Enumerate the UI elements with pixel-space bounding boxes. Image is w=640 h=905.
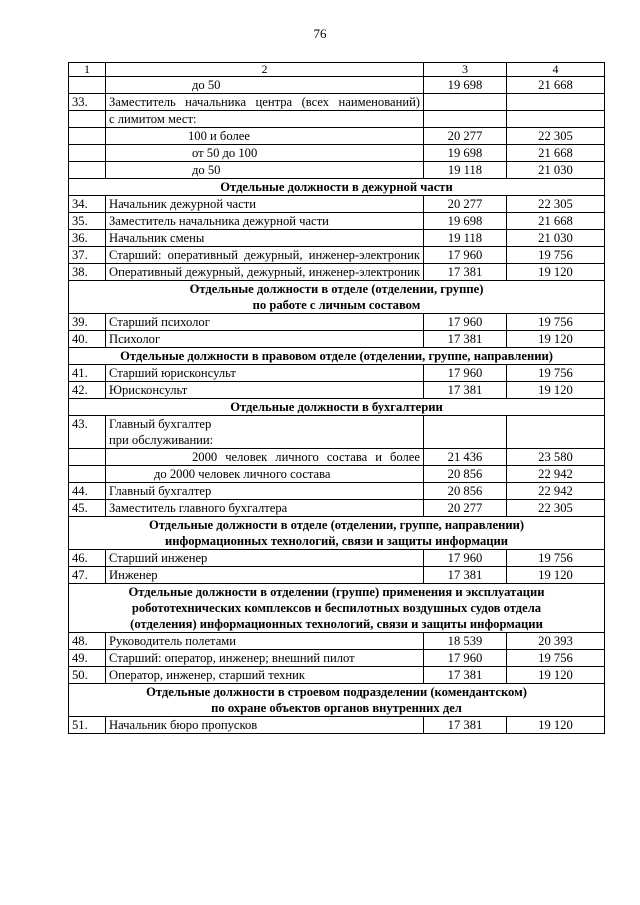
position-name	[106, 449, 424, 466]
section-heading-row	[69, 281, 605, 314]
position-name	[106, 567, 424, 584]
table-row	[69, 365, 605, 382]
table-row	[69, 94, 605, 111]
salary-value-col3: 20 856	[424, 483, 507, 500]
position-text: Старший: оператор, инженер; внешний пилот	[109, 651, 355, 665]
table-row	[69, 449, 605, 466]
salary-value-col4: 22 305	[507, 128, 605, 145]
position-name	[106, 667, 424, 684]
section-heading	[69, 684, 605, 717]
salary-value-col3: 20 277	[424, 128, 507, 145]
position-text: Начальник бюро пропусков	[109, 718, 258, 732]
section-heading-line: Отдельные должности в правовом отделе (отделении, группе, направлении)	[120, 349, 553, 363]
position-text: Старший юрисконсульт	[109, 366, 236, 380]
table-row	[69, 128, 605, 145]
salary-value-col4: 19 756	[507, 314, 605, 331]
salary-value-col3: 17 381	[424, 567, 507, 584]
salary-value-col4: 19 756	[507, 550, 605, 567]
section-heading	[69, 399, 605, 416]
table-row	[69, 196, 605, 213]
position-text: до 2000 человек личного состава	[154, 467, 331, 481]
row-number: 47.	[69, 567, 106, 584]
section-heading	[69, 179, 605, 196]
section-heading-row	[69, 348, 605, 365]
salary-value-col4: 19 756	[507, 365, 605, 382]
salary-value-col3: 17 960	[424, 247, 507, 264]
row-number: 43.	[69, 416, 106, 449]
salary-value-col3: 17 381	[424, 382, 507, 399]
position-text: Заместитель начальника дежурной части	[109, 214, 329, 228]
position-text: Оператор, инженер, старший техник	[109, 668, 306, 682]
row-number	[69, 466, 106, 483]
salary-value-col4: 19 120	[507, 331, 605, 348]
salary-value-col4: 21 668	[507, 213, 605, 230]
salary-value-col4	[507, 416, 605, 449]
position-text: Главный бухгалтер	[109, 484, 212, 498]
header-cell-4: 4	[507, 63, 605, 77]
position-text: 100 и более	[188, 129, 250, 143]
salary-value-col4: 20 393	[507, 633, 605, 650]
salary-value-col3	[424, 94, 507, 111]
position-name	[106, 717, 424, 734]
position-text: Юрисконсульт	[109, 383, 188, 397]
table-row	[69, 230, 605, 247]
table-row	[69, 111, 605, 128]
salary-value-col4: 19 120	[507, 717, 605, 734]
position-name	[106, 77, 424, 94]
table-row	[69, 331, 605, 348]
position-text: с лимитом мест:	[109, 112, 197, 126]
position-name	[106, 213, 424, 230]
table-row	[69, 213, 605, 230]
salary-value-col4: 22 305	[507, 196, 605, 213]
position-name	[106, 416, 424, 449]
table-row	[69, 650, 605, 667]
salary-value-col3: 20 277	[424, 500, 507, 517]
salary-value-col4: 21 030	[507, 230, 605, 247]
section-heading	[69, 348, 605, 365]
section-heading-line: информационных технологий, связи и защиты информации	[164, 534, 509, 548]
section-heading-line: робототехнических комплексов и беспилотных воздушных судов отдела	[131, 601, 542, 615]
salary-value-col3	[424, 416, 507, 449]
position-name	[106, 145, 424, 162]
position-name	[106, 196, 424, 213]
row-number: 39.	[69, 314, 106, 331]
position-text: Старший психолог	[109, 315, 210, 329]
salary-value-col4: 19 120	[507, 567, 605, 584]
position-text: от 50 до 100	[192, 146, 258, 160]
salary-value-col4: 22 942	[507, 483, 605, 500]
position-name	[106, 650, 424, 667]
section-heading-row	[69, 179, 605, 196]
row-number: 34.	[69, 196, 106, 213]
position-text: Начальник дежурной части	[109, 197, 256, 211]
row-number: 46.	[69, 550, 106, 567]
salary-value-col3: 17 960	[424, 314, 507, 331]
salary-table	[68, 62, 605, 734]
position-name	[106, 94, 424, 111]
position-text: Заместитель главного бухгалтера	[109, 501, 288, 515]
salary-value-col3: 19 698	[424, 145, 507, 162]
salary-value-col3: 17 960	[424, 650, 507, 667]
position-name	[106, 162, 424, 179]
row-number: 35.	[69, 213, 106, 230]
position-text: Инженер	[109, 568, 158, 582]
table-row	[69, 667, 605, 684]
section-heading-line: Отдельные должности в отделе (отделении, группе, направлении)	[148, 518, 525, 532]
table-row	[69, 550, 605, 567]
position-text: Руководитель полетами	[109, 634, 236, 648]
salary-value-col3: 19 118	[424, 162, 507, 179]
position-name	[106, 331, 424, 348]
header-cell-1: 1	[69, 63, 106, 77]
salary-value-col3: 19 118	[424, 230, 507, 247]
row-number: 45.	[69, 500, 106, 517]
section-heading-line: Отдельные должности в дежурной части	[220, 180, 453, 194]
section-heading-line: (отделения) информационных технологий, связи и защиты информации	[130, 617, 543, 631]
header-cell-2: 2	[106, 63, 424, 77]
row-number: 40.	[69, 331, 106, 348]
position-name	[106, 247, 424, 264]
table-row	[69, 77, 605, 94]
section-heading-line: по охране объектов органов внутренних дел	[211, 701, 462, 715]
position-text: 2000 человек личного состава и более	[192, 450, 420, 464]
salary-value-col4: 23 580	[507, 449, 605, 466]
position-name	[106, 382, 424, 399]
salary-value-col4: 22 942	[507, 466, 605, 483]
row-number: 33.	[69, 94, 106, 111]
section-heading-line: Отдельные должности в отделе (отделении, группе)	[189, 282, 484, 296]
salary-value-col3	[424, 111, 507, 128]
position-name	[106, 264, 424, 281]
row-number	[69, 162, 106, 179]
table-row	[69, 314, 605, 331]
section-heading-line: Отдельные должности в бухгалтерии	[230, 400, 443, 414]
salary-value-col3: 17 381	[424, 717, 507, 734]
position-name	[106, 500, 424, 517]
salary-value-col4: 19 120	[507, 382, 605, 399]
position-text: Старший: оперативный дежурный, инженер-электроник	[109, 248, 420, 262]
row-number: 38.	[69, 264, 106, 281]
table-row	[69, 567, 605, 584]
table-row	[69, 382, 605, 399]
row-number	[69, 145, 106, 162]
salary-value-col3: 17 381	[424, 667, 507, 684]
table-row	[69, 264, 605, 281]
position-name	[106, 314, 424, 331]
position-text: Главный бухгалтер	[109, 417, 212, 431]
section-heading-row	[69, 399, 605, 416]
salary-value-col4: 19 756	[507, 650, 605, 667]
position-text: Оперативный дежурный, дежурный, инженер-электроник	[109, 265, 420, 279]
position-name	[106, 483, 424, 500]
section-heading-line: Отдельные должности в строевом подразделении (комендантском)	[146, 685, 527, 699]
table-row	[69, 500, 605, 517]
position-text-line2: при обслуживании:	[109, 433, 214, 447]
salary-value-col3: 17 960	[424, 365, 507, 382]
row-number: 37.	[69, 247, 106, 264]
row-number: 51.	[69, 717, 106, 734]
position-name	[106, 365, 424, 382]
position-text: до 50	[192, 163, 221, 177]
salary-value-col4: 19 120	[507, 667, 605, 684]
salary-value-col4: 21 668	[507, 77, 605, 94]
table-row	[69, 483, 605, 500]
salary-value-col3: 21 436	[424, 449, 507, 466]
row-number: 42.	[69, 382, 106, 399]
table-header-row	[69, 63, 605, 77]
salary-value-col3: 17 381	[424, 264, 507, 281]
position-text: Психолог	[109, 332, 161, 346]
position-name	[106, 128, 424, 145]
row-number	[69, 449, 106, 466]
position-name	[106, 111, 424, 128]
row-number	[69, 77, 106, 94]
position-name	[106, 466, 424, 483]
section-heading-line: по работе с личным составом	[252, 298, 421, 312]
page-number: 76	[313, 26, 327, 41]
section-heading-row	[69, 584, 605, 633]
section-heading	[69, 584, 605, 633]
table-row	[69, 466, 605, 483]
table-row	[69, 633, 605, 650]
salary-value-col3: 19 698	[424, 77, 507, 94]
table-row	[69, 416, 605, 449]
salary-value-col3: 17 960	[424, 550, 507, 567]
salary-value-col4	[507, 111, 605, 128]
row-number: 44.	[69, 483, 106, 500]
table-row	[69, 162, 605, 179]
salary-value-col3: 17 381	[424, 331, 507, 348]
salary-value-col4: 21 030	[507, 162, 605, 179]
salary-value-col4: 22 305	[507, 500, 605, 517]
row-number: 41.	[69, 365, 106, 382]
table-row	[69, 247, 605, 264]
salary-value-col3: 18 539	[424, 633, 507, 650]
salary-value-col3: 20 856	[424, 466, 507, 483]
row-number	[69, 111, 106, 128]
salary-value-col4	[507, 94, 605, 111]
salary-value-col4: 21 668	[507, 145, 605, 162]
section-heading-line: Отдельные должности в отделении (группе) применения и эксплуатации	[128, 585, 545, 599]
position-text: до 50	[192, 78, 221, 92]
salary-value-col3: 19 698	[424, 213, 507, 230]
salary-value-col3: 20 277	[424, 196, 507, 213]
salary-value-col4: 19 756	[507, 247, 605, 264]
row-number	[69, 128, 106, 145]
position-text: Старший инженер	[109, 551, 208, 565]
section-heading-row	[69, 684, 605, 717]
position-name	[106, 230, 424, 247]
position-text: Начальник смены	[109, 231, 205, 245]
position-text: Заместитель начальника центра (всех наименований)	[109, 95, 420, 109]
position-name	[106, 633, 424, 650]
header-cell-3: 3	[424, 63, 507, 77]
position-name	[106, 550, 424, 567]
section-heading	[69, 517, 605, 550]
table-row	[69, 717, 605, 734]
section-heading	[69, 281, 605, 314]
section-heading-row	[69, 517, 605, 550]
row-number: 50.	[69, 667, 106, 684]
table-row	[69, 145, 605, 162]
salary-value-col4: 19 120	[507, 264, 605, 281]
row-number: 36.	[69, 230, 106, 247]
row-number: 49.	[69, 650, 106, 667]
row-number: 48.	[69, 633, 106, 650]
